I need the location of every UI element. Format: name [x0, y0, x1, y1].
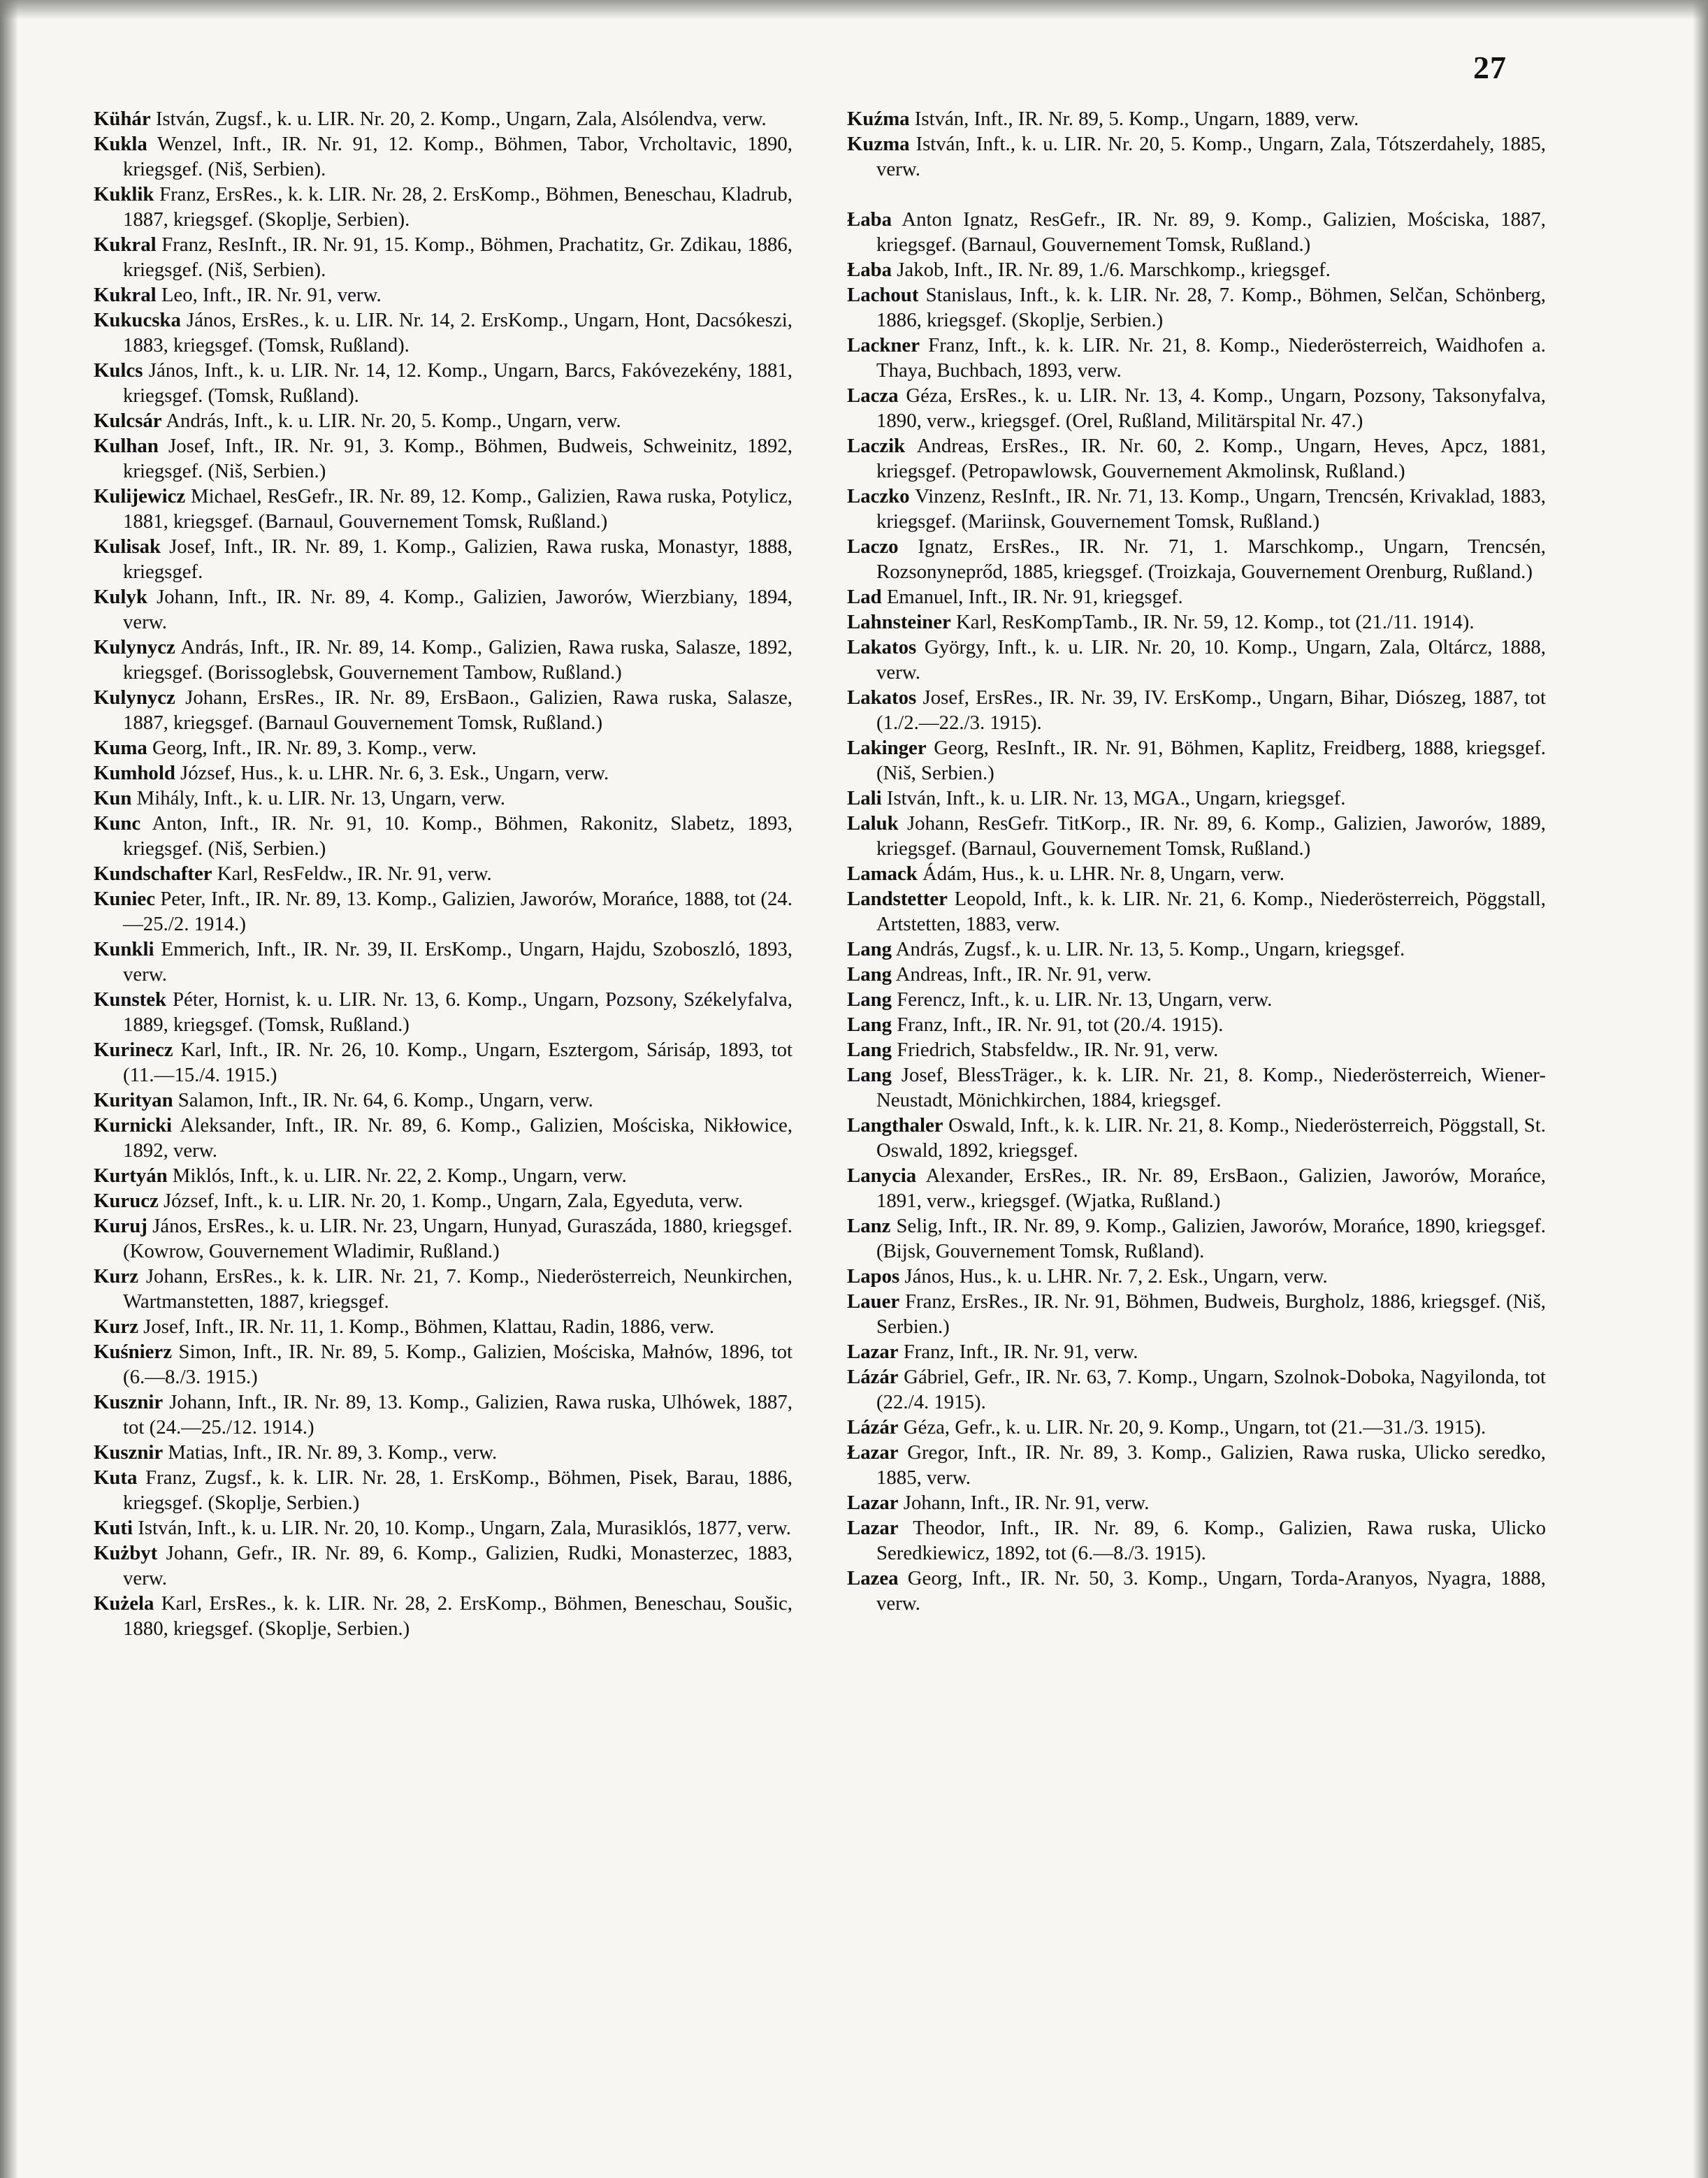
entry-details: Michael, ResGefr., IR. Nr. 89, 12. Komp., Galizien, Rawa ruska, Potylicz, 1881, kriegsgef. (Barnaul, Gouvernement Tomsk, Rußland.)	[123, 485, 793, 533]
entry-surname: Lali	[847, 787, 882, 809]
entry-details: Franz, ErsRes., IR. Nr. 91, Böhmen, Budweis, Burgholz, 1886, kriegsgef. (Niš, Serbien.)	[876, 1290, 1546, 1338]
entry-surname: Kumhold	[94, 762, 175, 784]
list-entry	[94, 308, 793, 358]
entry-details: Franz, Inft., IR. Nr. 91, verw.	[898, 1341, 1138, 1363]
entry-details: Mihály, Inft., k. u. LIR. Nr. 13, Ungarn, verw.	[131, 787, 505, 809]
entry-details: Karl, ResKompTamb., IR. Nr. 59, 12. Komp., tot (21./11. 1914).	[950, 611, 1475, 633]
entry-surname: Lad	[847, 586, 882, 608]
list-entry	[847, 282, 1546, 333]
list-entry	[94, 635, 793, 685]
entry-surname: Lazar	[847, 1341, 899, 1363]
entry-details: Johann, ResGefr. TitKorp., IR. Nr. 89, 6. Komp., Galizien, Jaworów, 1889, kriegsgef. (Barnaul, Gouvernement Tomsk, Rußland.)	[876, 812, 1546, 860]
entry-details: Ádám, Hus., k. u. LHR. Nr. 8, Ungarn, verw.	[917, 863, 1285, 885]
entry-surname: Lauer	[847, 1290, 900, 1313]
left-column	[94, 106, 793, 1641]
entry-details: Theodor, Inft., IR. Nr. 89, 6. Komp., Galizien, Rawa ruska, Ulicko Seredkiewicz, 1892, tot (6.—8./3. 1915).	[876, 1517, 1546, 1564]
list-entry	[847, 383, 1546, 433]
entry-surname: Lázár	[847, 1416, 899, 1438]
entry-details: Stanislaus, Inft., k. k. LIR. Nr. 28, 7. Komp., Böhmen, Selčan, Schönberg, 1886, kriegsgef. (Skoplje, Serbien.)	[876, 284, 1546, 331]
entry-surname: Laczko	[847, 485, 910, 507]
entry-surname: Kühár	[94, 108, 151, 130]
list-entry	[847, 1415, 1546, 1440]
entry-surname: Kurityan	[94, 1089, 173, 1111]
entry-details: Gregor, Inft., IR. Nr. 89, 3. Komp., Galizien, Rawa ruska, Ulicko seredko, 1885, verw.	[876, 1441, 1546, 1489]
entry-details: Josef, ErsRes., IR. Nr. 39, IV. ErsKomp., Ungarn, Bihar, Diószeg, 1887, tot (1./2.—22./3. 1915).	[876, 686, 1546, 734]
entry-details: Franz, ResInft., IR. Nr. 91, 15. Komp., Böhmen, Prachatitz, Gr. Zdikau, 1886, kriegsgef. (Niš, Serbien).	[123, 233, 793, 281]
list-entry	[847, 886, 1546, 937]
entry-details: Andreas, Inft., IR. Nr. 91, verw.	[892, 963, 1152, 986]
entry-surname: Kukral	[94, 233, 157, 256]
entry-details: István, Inft., k. u. LIR. Nr. 20, 5. Komp., Ungarn, Zala, Tótszerdahely, 1885, verw.	[876, 133, 1546, 180]
entry-surname: Lapos	[847, 1265, 900, 1288]
entry-details: István, Inft., k. u. LIR. Nr. 13, MGA., Ungarn, kriegsgef.	[881, 787, 1346, 809]
entry-surname: Kulyk	[94, 586, 147, 608]
list-entry	[847, 106, 1546, 131]
entry-details: András, Inft., k. u. LIR. Nr. 20, 5. Komp., Ungarn, verw.	[161, 410, 621, 432]
entry-details: Miklós, Inft., k. u. LIR. Nr. 22, 2. Komp., Ungarn, verw.	[167, 1164, 627, 1187]
entry-details: Johann, Inft., IR. Nr. 91, verw.	[898, 1492, 1150, 1514]
list-entry	[847, 786, 1546, 811]
list-entry	[847, 987, 1546, 1012]
list-entry	[847, 937, 1546, 962]
list-entry	[847, 1364, 1546, 1415]
entry-details: Andreas, ErsRes., IR. Nr. 60, 2. Komp., Ungarn, Heves, Apcz, 1881, kriegsgef. (Petropawlowsk, Gouvernement Akmolinsk, Rußland.)	[876, 435, 1546, 482]
entry-details: Peter, Inft., IR. Nr. 89, 13. Komp., Galizien, Jaworów, Morańce, 1888, tot (24.—25./2. 1914.)	[123, 888, 793, 935]
list-entry	[94, 131, 793, 182]
entry-details: István, Inft., k. u. LIR. Nr. 20, 10. Komp., Ungarn, Zala, Murasiklós, 1877, verw.	[133, 1517, 791, 1539]
entry-surname: Kun	[94, 787, 132, 809]
entry-details: Aleksander, Inft., IR. Nr. 89, 6. Komp., Galizien, Mościska, Nikłowice, 1892, verw.	[123, 1114, 793, 1162]
entry-details: Friedrich, Stabsfeldw., IR. Nr. 91, verw.	[892, 1039, 1219, 1061]
list-entry	[94, 534, 793, 584]
entry-details: Leo, Inft., IR. Nr. 91, verw.	[156, 284, 382, 306]
entry-surname: Lang	[847, 1064, 892, 1086]
scan-edge-left	[0, 0, 18, 2178]
entry-details: Karl, ResFeldw., IR. Nr. 91, verw.	[212, 863, 492, 885]
entry-surname: Kunstek	[94, 988, 167, 1011]
entry-surname: Lamack	[847, 863, 918, 885]
entry-details: Selig, Inft., IR. Nr. 89, 9. Komp., Galizien, Jaworów, Morańce, 1890, kriegsgef. (Bijsk, Gouvernement Tomsk, Rußland).	[876, 1215, 1546, 1262]
list-entry	[847, 1490, 1546, 1515]
entry-surname: Laczik	[847, 435, 906, 457]
entry-details: Johann, ErsRes., IR. Nr. 89, ErsBaon., Galizien, Rawa ruska, Salasze, 1887, kriegsgef. (Barnaul Gouvernement Tomsk, Rußland.)	[123, 686, 793, 734]
list-entry	[847, 1566, 1546, 1616]
entry-surname: Kuti	[94, 1517, 133, 1539]
entry-details: Anton, Inft., IR. Nr. 91, 10. Komp., Böhmen, Rakonitz, Slabetz, 1893, kriegsgef. (Niš, Serbien.)	[123, 812, 793, 860]
page-number: 27	[1473, 50, 1507, 85]
scan-edge-right	[1693, 0, 1708, 2178]
entry-surname: Kukucska	[94, 309, 181, 331]
right-column	[847, 106, 1546, 1616]
entry-details: Franz, Inft., IR. Nr. 91, tot (20./4. 1915).	[892, 1014, 1224, 1036]
entry-surname: Langthaler	[847, 1114, 943, 1137]
entry-surname: Lakatos	[847, 636, 917, 658]
list-entry	[847, 685, 1546, 735]
entry-details: János, ErsRes., k. u. LIR. Nr. 23, Ungarn, Hunyad, Guraszáda, 1880, kriegsgef. (Kowrow, Gouvernement Wladimir, Rußland.)	[123, 1215, 793, 1262]
entry-surname: Kurnicki	[94, 1114, 173, 1137]
list-entry	[847, 1213, 1546, 1264]
entry-surname: Kurtyán	[94, 1164, 168, 1187]
entry-surname: Lang	[847, 938, 892, 960]
list-entry	[94, 1465, 793, 1515]
list-entry	[94, 937, 793, 987]
entry-details: Wenzel, Inft., IR. Nr. 91, 12. Komp., Böhmen, Tabor, Vrcholtavic, 1890, kriegsgef. (Niš, Serbien).	[123, 133, 793, 180]
entry-surname: Lang	[847, 1039, 892, 1061]
entry-surname: Kundschafter	[94, 863, 212, 885]
entry-surname: Kulhan	[94, 435, 159, 457]
entry-details: Vinzenz, ResInft., IR. Nr. 71, 13. Komp., Ungarn, Trencsén, Krivaklad, 1883, kriegsgef. (Mariinsk, Gouvernement Tomsk, Rußland.)	[876, 485, 1546, 533]
list-entry	[94, 811, 793, 861]
list-entry	[847, 962, 1546, 987]
entry-details: Georg, ResInft., IR. Nr. 91, Böhmen, Kaplitz, Freidberg, 1888, kriegsgef. (Niš, Serbien.)	[876, 737, 1546, 784]
list-entry	[847, 584, 1546, 610]
list-entry	[94, 1037, 793, 1088]
entry-surname: Kuta	[94, 1466, 138, 1489]
entry-surname: Lang	[847, 963, 892, 986]
list-entry	[94, 1541, 793, 1591]
entry-details: Georg, Inft., IR. Nr. 89, 3. Komp., verw.	[147, 737, 477, 759]
list-entry	[94, 1515, 793, 1541]
entry-details: Leopold, Inft., k. k. LIR. Nr. 21, 6. Komp., Niederösterreich, Pöggstall, Artstetten, 1883, verw.	[876, 888, 1546, 935]
list-entry	[94, 358, 793, 408]
entry-surname: Kuruj	[94, 1215, 147, 1237]
entry-details: Franz, Zugsf., k. k. LIR. Nr. 28, 1. ErsKomp., Böhmen, Pisek, Barau, 1886, kriegsgef. (Skoplje, Serbien.)	[123, 1466, 793, 1514]
entry-surname: Kuśnierz	[94, 1341, 172, 1363]
entry-details: Johann, ErsRes., k. k. LIR. Nr. 21, 7. Komp., Niederösterreich, Neunkirchen, Wartmanstetten, 1887, kriegsgef.	[123, 1265, 793, 1313]
entry-details: Simon, Inft., IR. Nr. 89, 5. Komp., Galizien, Mościska, Małnów, 1896, tot (6.—8./3. 1915.)	[123, 1341, 793, 1388]
entry-details: István, Inft., IR. Nr. 89, 5. Komp., Ungarn, 1889, verw.	[909, 108, 1359, 130]
entry-details: Franz, ErsRes., k. k. LIR. Nr. 28, 2. ErsKomp., Böhmen, Beneschau, Kladrub, 1887, kriegsgef. (Skoplje, Serbien).	[123, 183, 793, 231]
entry-surname: Kukral	[94, 284, 157, 306]
list-entry	[94, 1188, 793, 1213]
entry-surname: Kurinecz	[94, 1039, 173, 1061]
list-entry	[94, 1113, 793, 1163]
entry-details: Gábriel, Gefr., IR. Nr. 63, 7. Komp., Ungarn, Szolnok-Doboka, Nagyilonda, tot (22./4. 1915).	[876, 1366, 1546, 1413]
list-entry	[94, 1213, 793, 1264]
entry-details: Salamon, Inft., IR. Nr. 64, 6. Komp., Ungarn, verw.	[173, 1089, 593, 1111]
entry-surname: Laluk	[847, 812, 899, 835]
list-entry	[847, 1440, 1546, 1490]
list-entry	[847, 1289, 1546, 1339]
list-entry	[94, 1163, 793, 1188]
list-entry	[94, 584, 793, 635]
list-entry	[94, 1264, 793, 1314]
entry-surname: Kuźma	[847, 108, 910, 130]
list-entry	[94, 861, 793, 886]
entry-details: András, Inft., IR. Nr. 89, 14. Komp., Galizien, Rawa ruska, Salasze, 1892, kriegsgef. (Borissoglebsk, Gouvernement Tambow, Rußland.)	[123, 636, 793, 684]
entry-surname: Lazea	[847, 1567, 899, 1589]
list-entry	[847, 1339, 1546, 1364]
list-entry	[94, 735, 793, 760]
entry-surname: Kulcs	[94, 359, 143, 382]
entry-surname: Kuklik	[94, 183, 154, 205]
entry-surname: Łaba	[847, 259, 892, 281]
entry-surname: Kuniec	[94, 888, 155, 910]
entry-details: György, Inft., k. u. LIR. Nr. 20, 10. Komp., Ungarn, Zala, Oltárcz, 1888, verw.	[876, 636, 1546, 684]
list-entry	[847, 635, 1546, 685]
list-entry	[94, 1339, 793, 1390]
entry-surname: Lacza	[847, 384, 899, 407]
list-entry	[847, 207, 1546, 257]
list-entry	[94, 1390, 793, 1440]
entry-surname: Lakinger	[847, 737, 927, 759]
entry-surname: Lanycia	[847, 1164, 917, 1187]
entry-surname: Kulynycz	[94, 686, 175, 709]
list-entry	[94, 987, 793, 1037]
entry-details: Alexander, ErsRes., IR. Nr. 89, ErsBaon., Galizien, Jaworów, Morańce, 1891, verw., kriegsgef. (Wjatka, Rußland.)	[876, 1164, 1546, 1212]
entry-details: József, Hus., k. u. LHR. Nr. 6, 3. Esk., Ungarn, verw.	[175, 762, 609, 784]
list-entry	[847, 735, 1546, 786]
entry-details: Johann, Inft., IR. Nr. 89, 13. Komp., Galizien, Rawa ruska, Ulhówek, 1887, tot (24.—25./12. 1914.)	[123, 1391, 793, 1438]
entry-details: Johann, Gefr., IR. Nr. 89, 6. Komp., Galizien, Rudki, Monasterzec, 1883, verw.	[123, 1542, 793, 1589]
entry-details: Josef, Inft., IR. Nr. 89, 1. Komp., Galizien, Rawa ruska, Monastyr, 1888, kriegsgef.	[123, 535, 793, 583]
entry-details: Karl, Inft., IR. Nr. 26, 10. Komp., Ungarn, Esztergom, Sárisáp, 1893, tot (11.—15./4. 1915.)	[123, 1039, 793, 1086]
entry-surname: Kulisak	[94, 535, 161, 558]
entry-details: Emanuel, Inft., IR. Nr. 91, kriegsgef.	[881, 586, 1183, 608]
entry-details: István, Zugsf., k. u. LIR. Nr. 20, 2. Komp., Ungarn, Zala, Alsólendva, verw.	[150, 108, 767, 130]
entry-surname: Kusznir	[94, 1391, 164, 1413]
entry-surname: Łaba	[847, 208, 892, 231]
entry-surname: Kunc	[94, 812, 141, 835]
list-entry	[94, 433, 793, 484]
list-entry	[94, 1440, 793, 1465]
entry-details: Johann, Inft., IR. Nr. 89, 4. Komp., Galizien, Jaworów, Wierzbiany, 1894, verw.	[123, 586, 793, 633]
entry-surname: Lanz	[847, 1215, 891, 1237]
entry-surname: Kukla	[94, 133, 147, 155]
entry-details: János, ErsRes., k. u. LIR. Nr. 14, 2. ErsKomp., Ungarn, Hont, Dacsókeszi, 1883, kriegsgef. (Tomsk, Rußland).	[123, 309, 793, 356]
list-entry	[847, 1515, 1546, 1566]
entry-details: Anton Ignatz, ResGefr., IR. Nr. 89, 9. Komp., Galizien, Mościska, 1887, kriegsgef. (Barnaul, Gouvernement Tomsk, Rußland.)	[876, 208, 1546, 256]
list-entry	[847, 1012, 1546, 1037]
list-entry	[94, 106, 793, 131]
entry-details: Géza, ErsRes., k. u. LIR. Nr. 13, 4. Komp., Ungarn, Pozsony, Taksonyfalva, 1890, verw., kriegsgef. (Orel, Rußland, Militärspital Nr. 47.)	[876, 384, 1546, 432]
entry-details: Josef, Inft., IR. Nr. 11, 1. Komp., Böhmen, Klattau, Radin, 1886, verw.	[138, 1315, 715, 1338]
list-entry	[847, 1062, 1546, 1113]
entry-surname: Kurucz	[94, 1190, 159, 1212]
entry-details: Ferencz, Inft., k. u. LIR. Nr. 13, Ungarn, verw.	[892, 988, 1273, 1011]
entry-details: Jakob, Inft., IR. Nr. 89, 1./6. Marschkomp., kriegsgef.	[892, 259, 1331, 281]
entry-surname: Kużela	[94, 1592, 154, 1615]
list-entry	[847, 534, 1546, 584]
list-entry	[94, 786, 793, 811]
entry-surname: Kusznir	[94, 1441, 164, 1464]
entry-surname: Landstetter	[847, 888, 948, 910]
list-entry	[94, 886, 793, 937]
list-entry	[94, 760, 793, 786]
entry-surname: Kużbyt	[94, 1542, 158, 1564]
entry-details: János, Inft., k. u. LIR. Nr. 14, 12. Komp., Ungarn, Barcs, Fakóvezekény, 1881, kriegsgef. (Tomsk, Rußland).	[123, 359, 793, 407]
entry-surname: Lang	[847, 1014, 892, 1036]
entry-surname: Lang	[847, 988, 892, 1011]
entry-surname: Kurz	[94, 1265, 138, 1288]
entry-details: Franz, Inft., k. k. LIR. Nr. 21, 8. Komp., Niederösterreich, Waidhofen a. Thaya, Buchbach, 1893, verw.	[876, 334, 1546, 382]
entry-details: András, Zugsf., k. u. LIR. Nr. 13, 5. Komp., Ungarn, kriegsgef.	[892, 938, 1405, 960]
list-entry	[847, 811, 1546, 861]
entry-details: Georg, Inft., IR. Nr. 50, 3. Komp., Ungarn, Torda-Aranyos, Nyagra, 1888, verw.	[876, 1567, 1546, 1615]
entry-surname: Kuma	[94, 737, 147, 759]
entry-surname: Kunkli	[94, 938, 154, 960]
list-entry	[847, 610, 1546, 635]
list-entry	[94, 484, 793, 534]
entry-details: Péter, Hornist, k. u. LIR. Nr. 13, 6. Komp., Ungarn, Pozsony, Székelyfalva, 1889, kriegsgef. (Tomsk, Rußland.)	[123, 988, 793, 1036]
entry-details: József, Inft., k. u. LIR. Nr. 20, 1. Komp., Ungarn, Zala, Egyeduta, verw.	[158, 1190, 744, 1212]
entry-details: Ignatz, ErsRes., IR. Nr. 71, 1. Marschkomp., Ungarn, Trencsén, Rozsonyneprőd, 1885, kriegsgef. (Troizkaja, Gouvernement Orenburg, Rußland.)	[876, 535, 1546, 583]
list-entry	[847, 1163, 1546, 1213]
entry-details: Matias, Inft., IR. Nr. 89, 3. Komp., verw.	[163, 1441, 498, 1464]
entry-details: Josef, BlessTräger., k. k. LIR. Nr. 21, 8. Komp., Niederösterreich, Wiener-Neustadt, Mönichkirchen, 1884, kriegsgef.	[876, 1064, 1546, 1111]
list-entry	[847, 861, 1546, 886]
entry-surname: Lazar	[847, 1492, 899, 1514]
entry-details: Karl, ErsRes., k. k. LIR. Nr. 28, 2. ErsKomp., Böhmen, Beneschau, Soušic, 1880, kriegsgef. (Skoplje, Serbien.)	[123, 1592, 793, 1640]
list-entry	[847, 1264, 1546, 1289]
entry-surname: Lakatos	[847, 686, 917, 709]
list-entry	[847, 131, 1546, 182]
list-entry	[94, 232, 793, 282]
entry-surname: Kulynycz	[94, 636, 175, 658]
list-entry	[847, 433, 1546, 484]
entry-details: Géza, Gefr., k. u. LIR. Nr. 20, 9. Komp., Ungarn, tot (21.—31./3. 1915).	[898, 1416, 1486, 1438]
list-entry	[94, 182, 793, 232]
list-entry	[94, 685, 793, 735]
list-entry	[847, 1113, 1546, 1163]
entry-details: Josef, Inft., IR. Nr. 91, 3. Komp., Böhmen, Budweis, Schweinitz, 1892, kriegsgef. (Niš, Serbien.)	[123, 435, 793, 482]
entry-surname: Kuzma	[847, 133, 910, 155]
entry-surname: Kulcsár	[94, 410, 162, 432]
entry-surname: Lázár	[847, 1366, 899, 1388]
list-entry	[94, 408, 793, 433]
list-entry	[847, 333, 1546, 383]
list-entry	[94, 1088, 793, 1113]
list-entry	[847, 1037, 1546, 1062]
list-entry	[94, 1591, 793, 1641]
list-entry	[847, 257, 1546, 282]
entry-surname: Lazar	[847, 1517, 899, 1539]
entry-surname: Kulijewicz	[94, 485, 186, 507]
entry-surname: Lachout	[847, 284, 919, 306]
list-entry	[94, 282, 793, 308]
entry-surname: Lackner	[847, 334, 920, 356]
entry-details: Oswald, Inft., k. k. LIR. Nr. 21, 8. Komp., Niederösterreich, Pöggstall, St. Oswald, 1892, kriegsgef.	[876, 1114, 1546, 1162]
entry-surname: Kurz	[94, 1315, 138, 1338]
scan-edge-top	[0, 0, 1708, 20]
list-entry	[847, 484, 1546, 534]
entry-details: János, Hus., k. u. LHR. Nr. 7, 2. Esk., Ungarn, verw.	[899, 1265, 1328, 1288]
entry-surname: Laczo	[847, 535, 899, 558]
entry-surname: Łazar	[847, 1441, 899, 1464]
entry-details: Emmerich, Inft., IR. Nr. 39, II. ErsKomp., Ungarn, Hajdu, Szoboszló, 1893, verw.	[123, 938, 793, 986]
entry-surname: Lahnsteiner	[847, 611, 951, 633]
list-entry	[94, 1314, 793, 1339]
